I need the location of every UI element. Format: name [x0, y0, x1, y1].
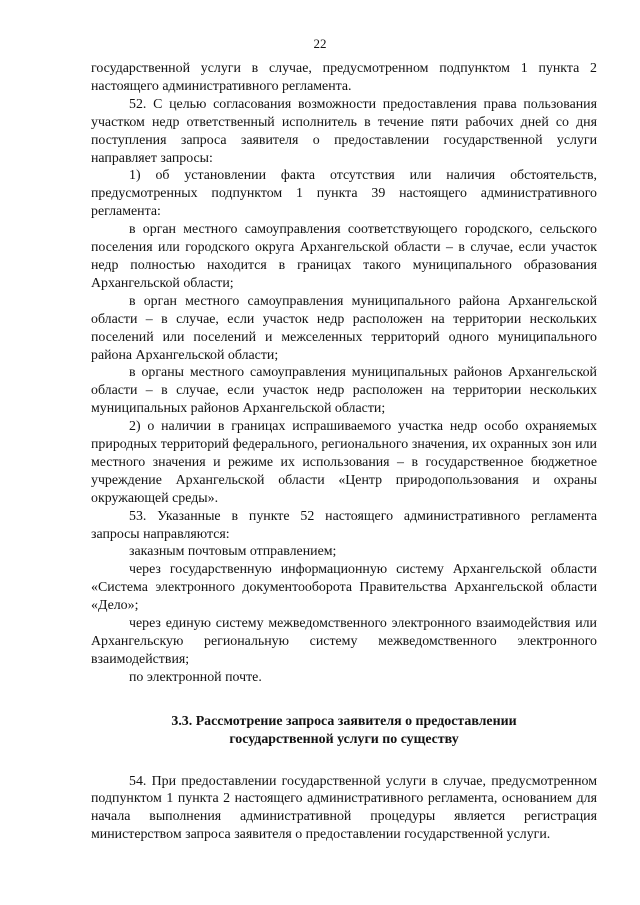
paragraph-continuation: государственной услуги в случае, предусмотренном подпунктом 1 пункта 2 настоящего административного регламента. — [91, 61, 597, 94]
section-heading-line-2: государственной услуги по существу — [229, 731, 459, 747]
paragraph-52-item-2: 2) о наличии в границах испрашиваемого участка недр особо охраняемых природных территорий федерального, регионального значения, их охранных зон или местного значения и режиме их использования – в государственное бюджетное учреждение Архангельской области «Центр природопользования и охраны окружающей среды». — [91, 419, 597, 506]
paragraph-52-item-1-districts: в органы местного самоуправления муниципальных районов Архангельской области – в случае, если участок недр расположен на территории нескольких муниципальных районов Архангельской области; — [91, 365, 597, 417]
paragraph-53-smev: через единую систему межведомственного электронного взаимодействия или Архангельскую региональную систему межведомственного электронного взаимодействия; — [91, 616, 597, 667]
paragraph-53-mail: заказным почтовым отправлением; — [129, 544, 337, 560]
paragraph-52-item-1-settlement: в орган местного самоуправления соответствующего городского, сельского поселения или городского округа Архангельской области – в случае, если участок недр полностью находится в границах такого муниципального образования Архангельской области; — [91, 222, 597, 291]
paragraph-53-email: по электронной почте. — [129, 669, 262, 685]
paragraph-54: 54. При предоставлении государственной услуги в случае, предусмотренном подпунктом 1 пункта 2 настоящего административного регламента, основанием для начала выполнения административной процедуры является регистрация министерством запроса заявителя о предоставлении государственной услуги. — [91, 773, 597, 843]
paragraph-53: 53. Указанные в пункте 52 настоящего административного регламента запросы направляются: — [91, 508, 597, 542]
paragraph-52-item-1-district: в орган местного самоуправления муниципального района Архангельской области – в случае, если участок недр расположен на территории нескольких поселений или поселений и межселенных территорий одного муниципального района Архангельской области; — [91, 293, 597, 363]
section-heading — [91, 713, 597, 749]
paragraph-53-delo: через государственную информационную систему Архангельской области «Система электронного документооборота Правительства Архангельской области «Дело»; — [91, 562, 597, 614]
page-number: 22 — [313, 36, 327, 51]
section-heading-line-1: 3.3. Рассмотрение запроса заявителя о предоставлении — [171, 713, 517, 729]
paragraph-52: 52. С целью согласования возможности предоставления права пользования участком недр ответственный исполнитель в течение пяти рабочих дней со дня поступления запроса заявителя о предоставлении государственной услуги направляет запросы: — [91, 96, 597, 166]
paragraph-52-item-1: 1) об установлении факта отсутствия или наличия обстоятельств, предусмотренных подпунктом 1 пункта 39 настоящего административного регламента: — [91, 168, 597, 220]
document-body — [91, 60, 597, 844]
